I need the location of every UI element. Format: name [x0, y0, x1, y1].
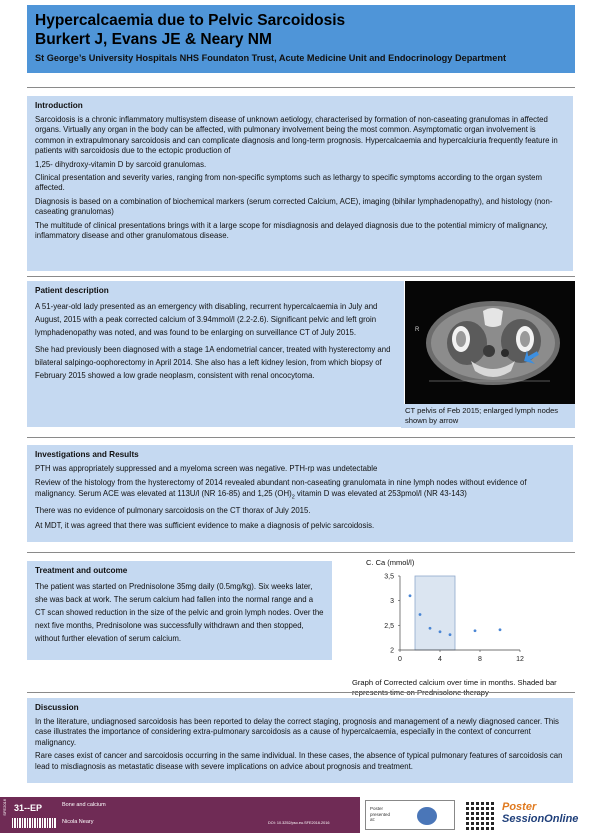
poster-header	[27, 5, 575, 73]
divider	[27, 437, 575, 438]
ct-orientation-marker: R	[415, 327, 420, 333]
introduction-paragraph: Sarcoidosis is a chronic inflammatory multisystem disease of unknown aetiology, characterised by formation of non-caseating granulomas in affected organs. Virtually any organ in the body can be affected, with pulmonary involvement being the most common. Asymptomatic organ involvement is common in extrapulmonary sarcoidosis and can complicate diagnosis and long-term prognosis. Hypercalcaemia and hypercalciuria frequently feature in patients with sarcoidosis due to the ectopic production of	[35, 115, 558, 155]
chart-title: C. Ca (mmol/l)	[366, 558, 415, 567]
y-tick-label: 2,5	[384, 622, 394, 630]
discussion-heading: Discussion	[35, 703, 79, 712]
poster-session-online-logo[interactable]	[502, 801, 598, 829]
data-point	[409, 594, 412, 597]
data-point	[449, 633, 452, 636]
investigations-section	[27, 445, 573, 542]
qr-code-icon[interactable]	[466, 800, 496, 830]
data-point	[439, 630, 442, 633]
x-tick-label: 4	[438, 656, 442, 663]
poster-doi: DOI: 10.3252/pso.eu.SFE2016.2016	[268, 821, 330, 825]
investigations-text: vitamin D was elevated at 253pmol/l (NR 43-143)	[294, 488, 467, 498]
discussion-paragraph: In the literature, undiagnosed sarcoidosis has been reported to delay the correct staging, prognosis and management of a newly diagnosed cancer. This case illustrates the importance of considering extra-pulmonary sarcoidosis as a cause of hypercalcaemia, especially in the context of concurrent malignancy.	[35, 717, 559, 747]
introduction-paragraph: Diagnosis is based on a combination of biochemical markers (serum corrected Calcium, ACE), imaging (bihilar lymphadenopathy), and histology (non-caseating granulomas)	[35, 197, 553, 217]
calcium-chart	[352, 556, 574, 669]
prednisolone-shaded-bar	[415, 576, 455, 650]
divider	[27, 692, 575, 693]
introduction-heading: Introduction	[35, 101, 83, 110]
data-point	[499, 628, 502, 631]
ct-scan-drawing	[405, 281, 575, 405]
x-tick-label: 0	[398, 656, 402, 663]
barcode-icon	[12, 818, 56, 828]
data-point	[474, 629, 477, 632]
presented-at-box	[365, 800, 455, 830]
ct-pelvis-image	[405, 281, 575, 405]
poster-topic: Bone and calcium	[62, 802, 106, 808]
subscript: 2	[291, 494, 295, 501]
y-tick-label: 2	[390, 647, 394, 655]
footer-bar	[0, 797, 360, 833]
investigations-text: Review of the histology from the hysterectomy of 2014 revealed abundant non-caseating granulomata in nine lymph nodes without evidence of malignancy. Serum ACE was elevated at 113U/l (NR 16-85) and 1,25 (OH)	[35, 478, 527, 498]
brand-line: Poster	[502, 801, 537, 813]
discussion-section	[27, 698, 573, 783]
investigations-paragraph: There was no evidence of pulmonary sarcoidosis on the CT thorax of July 2015.	[35, 506, 311, 516]
conference-logo-icon	[417, 807, 437, 825]
discussion-paragraph: Rare cases exist of cancer and sarcoidosis occurring in the same individual. In these cases, the absence of typical pulmonary features of sarcoidosis can lead to misdiagnosis as metastatic disease with severe implications on advice about prognosis and treatment.	[35, 751, 563, 771]
poster-footer	[0, 797, 600, 833]
x-tick-label: 12	[516, 656, 524, 663]
data-point	[419, 613, 422, 616]
poster-title: Hypercalcaemia due to Pelvic Sarcoidosis	[35, 12, 346, 29]
investigations-paragraph	[35, 478, 565, 502]
divider	[27, 276, 575, 277]
patient-paragraph: A 51-year-old lady presented as an emergency with disabling, recurrent hypercalcaemia in July and August, 2015 with a peak corrected calcium of 3.94mmol/l (2.2-2.6). Significant pelvic and left groin lymphadenopathy was noted, and was found to be enlarging on surveillance CT of July 2015.	[35, 302, 378, 338]
presented-at-label: Poster presented at:	[370, 806, 391, 822]
introduction-paragraph: The multitude of clinical presentations brings with it a large scope for misdiagnosis and delayed diagnosis due to the potential mimicry of malignancy, inflammatory disease and other granulomatous disease.	[35, 221, 548, 241]
y-tick-label: 3,5	[384, 573, 394, 581]
divider	[27, 87, 575, 88]
divider	[27, 552, 575, 553]
patient-description-section	[27, 281, 404, 427]
data-point	[429, 627, 432, 630]
footer-side-id: SFE2016	[2, 799, 7, 816]
poster-code: 31--EP	[14, 803, 43, 813]
brand-line: SessionOnline	[502, 813, 579, 825]
patient-heading: Patient description	[35, 286, 109, 295]
patient-paragraph: She had previously been diagnosed with a stage 1A endometrial cancer, treated with hysterectomy and bilateral salpingo-oophorectomy in April 2014. She also has a left kidney lesion, from which biopsy of February 2015 showed a low grade neoplasm, consistent with renal oncocytoma.	[35, 345, 391, 381]
investigations-heading: Investigations and Results	[35, 450, 139, 459]
introduction-paragraph: Clinical presentation and severity varies, ranging from non-specific symptoms such as lethargy to specific symptoms according to the organ system affected.	[35, 173, 543, 193]
poster-affiliation: St George’s University Hospitals NHS Foundaton Trust, Acute Medicine Unit and Endocrinology Department	[35, 53, 507, 63]
treatment-section	[27, 561, 332, 660]
introduction-paragraph: 1,25- dihydroxy-vitamin D by sarcoid granulomas.	[35, 159, 207, 169]
chart-caption: Graph of Corrected calcium over time in months. Shaded bar	[352, 678, 557, 687]
poster-author: Nicola Neary	[62, 819, 94, 825]
investigations-paragraph: PTH was appropriately suppressed and a myeloma screen was negative. PTH-rp was undetectable	[35, 464, 378, 474]
x-tick-label: 8	[478, 656, 482, 663]
treatment-paragraph: The patient was started on Prednisolone 35mg daily (0.5mg/kg). Six weeks later, she was back at work. The serum calcium had fallen into the normal range and a CT scan showed reduction in the size of the pelvic and groin lymph nodes. Over the next five months, Prednisolone was successfully withdrawn and then stopped, without further elevation of serum calcium.	[35, 582, 324, 644]
investigations-paragraph: At MDT, it was agreed that there was sufficient evidence to make a diagnosis of pelvic sarcoidosis.	[35, 520, 375, 530]
treatment-heading: Treatment and outcome	[35, 566, 128, 575]
y-tick-label: 3	[390, 598, 394, 606]
introduction-section	[27, 96, 573, 271]
ct-caption: CT pelvis of Feb 2015; enlarged lymph nodes shown by arrow	[401, 404, 575, 428]
poster-authors: Burkert J, Evans JE & Neary NM	[35, 31, 272, 48]
